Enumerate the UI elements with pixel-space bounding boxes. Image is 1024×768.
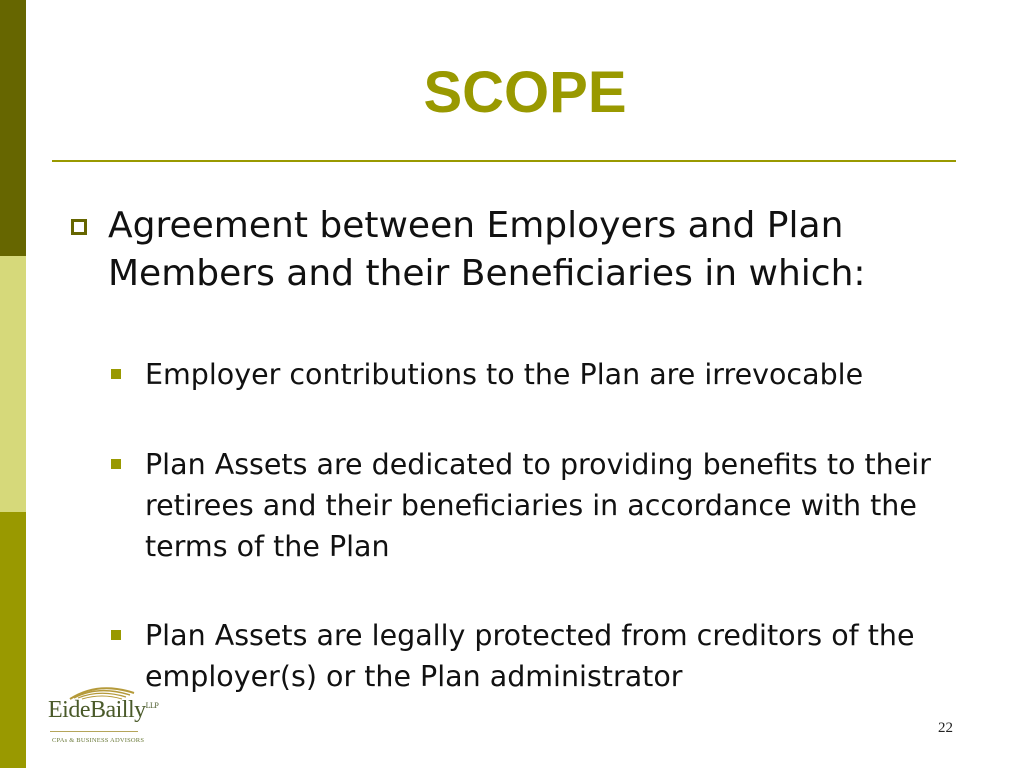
sub-bullet-2: Plan Assets are dedicated to providing benefits to their retirees and their beneficiaries in accordance with the terms of the Plan — [145, 448, 931, 563]
sub-bullet-3: Plan Assets are legally protected from creditors of the employer(s) or the Plan administrator — [145, 619, 915, 693]
filled-square-bullet-icon — [111, 459, 121, 469]
page-number: 22 — [938, 720, 953, 736]
filled-square-bullet-icon — [111, 369, 121, 379]
hollow-square-bullet-icon — [71, 219, 87, 235]
slide-title: SCOPE — [423, 60, 627, 125]
filled-square-bullet-icon — [111, 630, 121, 640]
logo-underline — [50, 731, 138, 732]
bullet-level1: Agreement between Employers and Plan Members and their Beneficiaries in which: — [108, 205, 866, 294]
sub-bullet-1: Employer contributions to the Plan are irrevocable — [145, 358, 864, 391]
logo-wordmark: EideBailly$^{LLP}$ — [48, 697, 159, 723]
company-logo — [48, 683, 159, 751]
logo-tagline: CPAs & BUSINESS ADVISORS — [52, 737, 145, 744]
